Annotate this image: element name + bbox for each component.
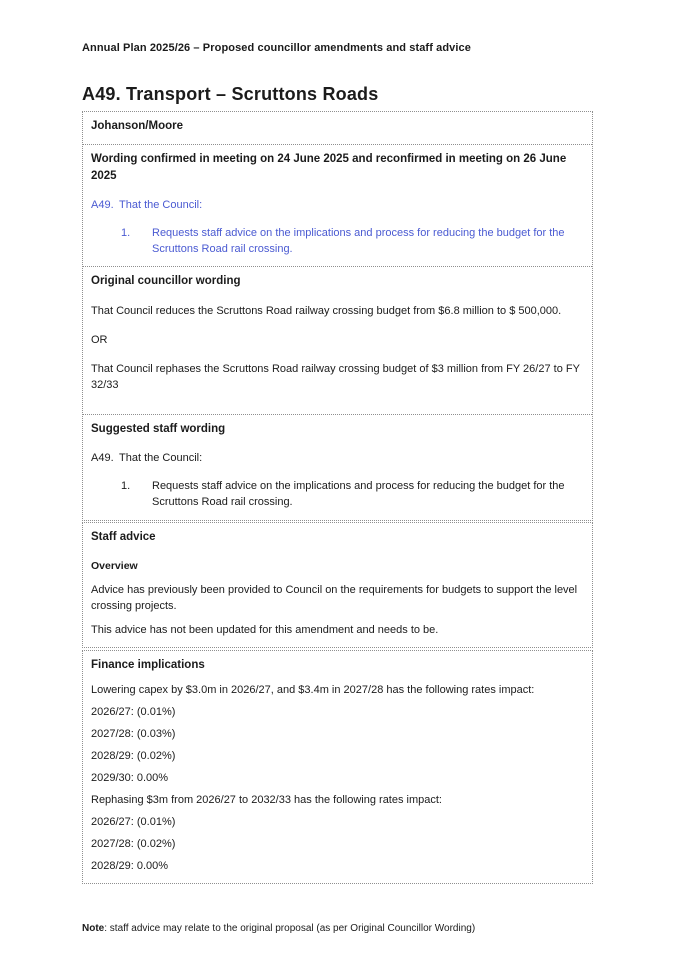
movers-row bbox=[83, 112, 592, 144]
staff-advice-subheading: Overview bbox=[91, 560, 138, 572]
finance-implications-row bbox=[83, 651, 592, 883]
original-wording-row bbox=[83, 266, 592, 414]
finance-impact1-line: 2028/29: (0.02%) bbox=[91, 750, 176, 762]
finance-impact2-line: 2028/29: 0.00% bbox=[91, 860, 169, 872]
finance-impact1-intro: Lowering capex by $3.0m in 2026/27, and $3.4m in 2027/28 has the following rates impact: bbox=[91, 684, 535, 696]
finance-impact1-line: 2029/30: 0.00% bbox=[91, 772, 169, 784]
original-wording-para-2: OR bbox=[91, 334, 108, 346]
staff-advice-para-1: Advice has previously been provided to Council on the requirements for budgets to support the level crossing projects. bbox=[91, 584, 578, 612]
original-wording-para-3: That Council rephases the Scruttons Road railway crossing budget of $3 million from FY 26/27 to FY 32/33 bbox=[91, 363, 580, 391]
suggested-clause-text: That the Council: bbox=[119, 452, 203, 464]
suggested-clause bbox=[91, 450, 583, 466]
footnote-text: : staff advice may relate to the original proposal (as per Original Councillor Wording) bbox=[104, 923, 476, 934]
staff-advice-table bbox=[82, 522, 593, 648]
confirmed-clause-label: A49. bbox=[91, 199, 114, 211]
finance-table bbox=[82, 650, 593, 884]
footnote bbox=[82, 922, 593, 935]
staff-advice-heading: Staff advice bbox=[91, 531, 156, 543]
confirmed-item-text: Requests staff advice on the implications and process for reducing the budget for the Scruttons Road rail crossing. bbox=[152, 227, 565, 255]
confirmed-clause-text: That the Council: bbox=[119, 199, 203, 211]
footnote-label: Note bbox=[82, 923, 105, 934]
confirmed-item-number: 1. bbox=[121, 227, 131, 239]
movers-names: Johanson/Moore bbox=[91, 120, 184, 132]
page-title: A49. Transport – Scruttons Roads bbox=[82, 84, 379, 104]
suggested-wording-row bbox=[83, 414, 592, 520]
suggested-list-item bbox=[121, 478, 583, 510]
document-header: Annual Plan 2025/26 – Proposed councillor amendments and staff advice bbox=[82, 42, 471, 54]
amendment-table bbox=[82, 111, 593, 521]
finance-impact2-line: 2027/28: (0.02%) bbox=[91, 838, 176, 850]
staff-advice-row bbox=[83, 523, 592, 647]
suggested-wording-heading: Suggested staff wording bbox=[91, 423, 226, 435]
original-wording-para-1: That Council reduces the Scruttons Road railway crossing budget from $6.8 million to $ 500,000. bbox=[91, 305, 562, 317]
suggested-item-number: 1. bbox=[121, 480, 131, 492]
confirmed-wording-row bbox=[83, 144, 592, 266]
confirmed-clause bbox=[91, 197, 583, 213]
finance-impact2-line: 2026/27: (0.01%) bbox=[91, 816, 176, 828]
staff-advice-para-2: This advice has not been updated for this amendment and needs to be. bbox=[91, 624, 439, 636]
suggested-item-text: Requests staff advice on the implications and process for reducing the budget for the Scruttons Road rail crossing. bbox=[152, 480, 565, 508]
confirmed-wording-heading: Wording confirmed in meeting on 24 June 2025 and reconfirmed in meeting on 26 June 2025 bbox=[91, 153, 567, 182]
finance-heading: Finance implications bbox=[91, 659, 205, 671]
confirmed-list-item bbox=[121, 225, 583, 257]
finance-impact2-intro: Rephasing $3m from 2026/27 to 2032/33 has the following rates impact: bbox=[91, 794, 442, 806]
finance-impact1-line: 2026/27: (0.01%) bbox=[91, 706, 176, 718]
suggested-clause-label: A49. bbox=[91, 452, 114, 464]
original-wording-heading: Original councillor wording bbox=[91, 275, 241, 287]
finance-impact1-line: 2027/28: (0.03%) bbox=[91, 728, 176, 740]
